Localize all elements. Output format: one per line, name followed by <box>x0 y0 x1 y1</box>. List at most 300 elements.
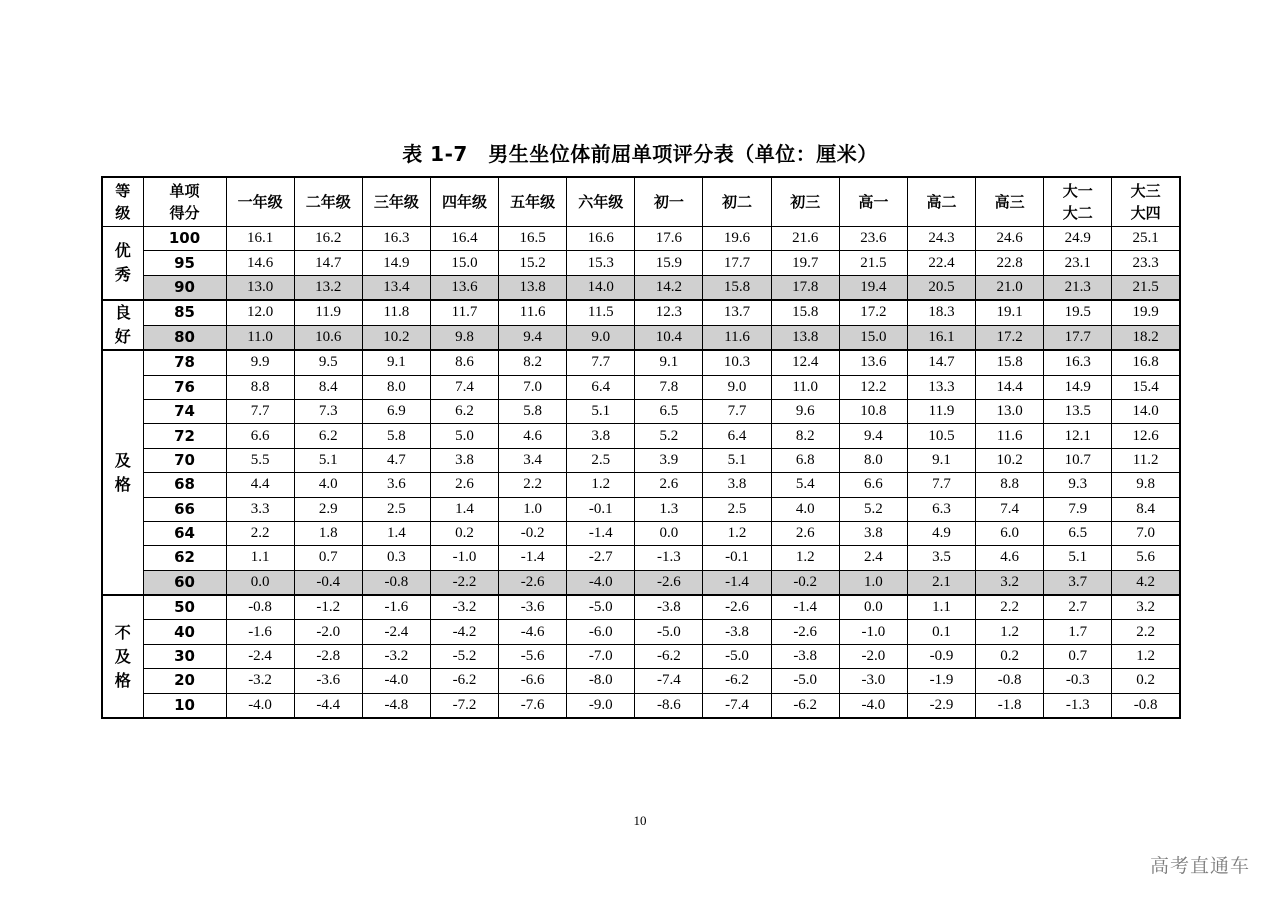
value-cell: 5.5 <box>226 448 294 472</box>
value-cell: 15.9 <box>635 251 703 275</box>
value-cell: 10.6 <box>294 325 362 350</box>
value-cell: 16.6 <box>567 227 635 251</box>
header-column: 高三 <box>976 177 1044 227</box>
value-cell: -3.2 <box>430 595 498 620</box>
value-cell: 7.4 <box>976 497 1044 521</box>
value-cell: 1.2 <box>976 620 1044 644</box>
value-cell: 2.2 <box>499 473 567 497</box>
table-body <box>102 227 1180 719</box>
value-cell: 3.8 <box>703 473 771 497</box>
value-cell: 4.2 <box>1112 570 1180 595</box>
value-cell: 10.8 <box>839 399 907 423</box>
score-cell: 78 <box>143 350 226 375</box>
value-cell: 6.4 <box>567 375 635 399</box>
table-row <box>102 497 1180 521</box>
value-cell: 1.0 <box>499 497 567 521</box>
value-cell: -2.4 <box>362 620 430 644</box>
value-cell: -3.6 <box>499 595 567 620</box>
value-cell: 15.2 <box>499 251 567 275</box>
value-cell: 23.3 <box>1112 251 1180 275</box>
value-cell: -4.0 <box>567 570 635 595</box>
value-cell: 7.8 <box>635 375 703 399</box>
value-cell: -2.6 <box>635 570 703 595</box>
table-row <box>102 669 1180 693</box>
value-cell: 6.5 <box>635 399 703 423</box>
table-row <box>102 521 1180 545</box>
value-cell: 3.4 <box>499 448 567 472</box>
value-cell: 19.7 <box>771 251 839 275</box>
value-cell: 3.8 <box>430 448 498 472</box>
value-cell: 1.0 <box>839 570 907 595</box>
score-cell: 95 <box>143 251 226 275</box>
score-cell: 76 <box>143 375 226 399</box>
value-cell: 17.6 <box>635 227 703 251</box>
value-cell: 11.6 <box>499 300 567 325</box>
value-cell: 1.4 <box>362 521 430 545</box>
value-cell: 6.3 <box>907 497 975 521</box>
value-cell: 11.8 <box>362 300 430 325</box>
value-cell: -9.0 <box>567 693 635 718</box>
value-cell: -7.4 <box>703 693 771 718</box>
value-cell: 2.1 <box>907 570 975 595</box>
value-cell: 7.7 <box>703 399 771 423</box>
value-cell: 16.3 <box>362 227 430 251</box>
value-cell: 4.9 <box>907 521 975 545</box>
value-cell: -1.8 <box>976 693 1044 718</box>
table-row <box>102 399 1180 423</box>
value-cell: 9.8 <box>1112 473 1180 497</box>
value-cell: -2.6 <box>703 595 771 620</box>
watermark: 高考直通车 <box>1149 855 1250 877</box>
value-cell: 4.6 <box>499 424 567 448</box>
value-cell: 13.3 <box>907 375 975 399</box>
value-cell: 13.6 <box>430 275 498 300</box>
value-cell: 8.0 <box>362 375 430 399</box>
value-cell: -5.0 <box>635 620 703 644</box>
value-cell: 4.0 <box>294 473 362 497</box>
value-cell: 1.1 <box>907 595 975 620</box>
value-cell: 1.2 <box>771 546 839 570</box>
value-cell: 13.8 <box>499 275 567 300</box>
value-cell: 9.0 <box>567 325 635 350</box>
value-cell: -2.0 <box>839 644 907 668</box>
score-cell: 10 <box>143 693 226 718</box>
value-cell: 7.7 <box>567 350 635 375</box>
value-cell: -2.2 <box>430 570 498 595</box>
value-cell: 16.4 <box>430 227 498 251</box>
value-cell: 2.6 <box>771 521 839 545</box>
value-cell: 5.8 <box>499 399 567 423</box>
value-cell: -4.0 <box>362 669 430 693</box>
value-cell: 15.4 <box>1112 375 1180 399</box>
value-cell: 9.5 <box>294 350 362 375</box>
grade-cell: 及格 <box>102 350 143 595</box>
score-cell: 40 <box>143 620 226 644</box>
value-cell: 2.7 <box>1044 595 1112 620</box>
value-cell: -2.9 <box>907 693 975 718</box>
value-cell: -1.3 <box>635 546 703 570</box>
grade-cell: 良好 <box>102 300 143 350</box>
value-cell: 0.2 <box>430 521 498 545</box>
value-cell: -3.2 <box>226 669 294 693</box>
value-cell: 8.4 <box>294 375 362 399</box>
value-cell: -1.4 <box>703 570 771 595</box>
value-cell: 11.7 <box>430 300 498 325</box>
value-cell: -4.4 <box>294 693 362 718</box>
table-row <box>102 448 1180 472</box>
value-cell: 3.2 <box>976 570 1044 595</box>
value-cell: 4.0 <box>771 497 839 521</box>
value-cell: 0.0 <box>226 570 294 595</box>
value-cell: 11.6 <box>976 424 1044 448</box>
value-cell: 2.5 <box>362 497 430 521</box>
value-cell: 5.6 <box>1112 546 1180 570</box>
value-cell: -3.8 <box>635 595 703 620</box>
table-row <box>102 644 1180 668</box>
value-cell: 21.0 <box>976 275 1044 300</box>
value-cell: 15.3 <box>567 251 635 275</box>
value-cell: 16.2 <box>294 227 362 251</box>
value-cell: 5.1 <box>567 399 635 423</box>
value-cell: 8.4 <box>1112 497 1180 521</box>
value-cell: 13.8 <box>771 325 839 350</box>
header-column: 二年级 <box>294 177 362 227</box>
table-row <box>102 570 1180 595</box>
value-cell: 22.8 <box>976 251 1044 275</box>
value-cell: 5.8 <box>362 424 430 448</box>
score-cell: 80 <box>143 325 226 350</box>
value-cell: 6.5 <box>1044 521 1112 545</box>
value-cell: -5.6 <box>499 644 567 668</box>
value-cell: 11.9 <box>907 399 975 423</box>
value-cell: 7.7 <box>907 473 975 497</box>
value-cell: 1.4 <box>430 497 498 521</box>
value-cell: 14.7 <box>294 251 362 275</box>
header-column: 六年级 <box>567 177 635 227</box>
value-cell: 12.4 <box>771 350 839 375</box>
score-cell: 85 <box>143 300 226 325</box>
value-cell: 14.0 <box>1112 399 1180 423</box>
value-cell: -0.4 <box>294 570 362 595</box>
value-cell: 9.1 <box>362 350 430 375</box>
value-cell: 14.9 <box>362 251 430 275</box>
value-cell: 3.3 <box>226 497 294 521</box>
value-cell: -0.8 <box>362 570 430 595</box>
header-column: 三年级 <box>362 177 430 227</box>
score-cell: 66 <box>143 497 226 521</box>
value-cell: -4.0 <box>839 693 907 718</box>
header-column: 五年级 <box>499 177 567 227</box>
value-cell: 7.0 <box>1112 521 1180 545</box>
value-cell: 19.6 <box>703 227 771 251</box>
value-cell: -1.2 <box>294 595 362 620</box>
header-column: 高一 <box>839 177 907 227</box>
score-cell: 90 <box>143 275 226 300</box>
value-cell: 6.2 <box>294 424 362 448</box>
value-cell: -1.6 <box>226 620 294 644</box>
value-cell: 9.9 <box>226 350 294 375</box>
value-cell: 10.3 <box>703 350 771 375</box>
value-cell: 21.6 <box>771 227 839 251</box>
value-cell: -6.2 <box>703 669 771 693</box>
value-cell: 10.2 <box>362 325 430 350</box>
table-row <box>102 300 1180 325</box>
value-cell: 2.2 <box>976 595 1044 620</box>
table-row <box>102 473 1180 497</box>
table-row <box>102 375 1180 399</box>
value-cell: -7.6 <box>499 693 567 718</box>
value-cell: 8.0 <box>839 448 907 472</box>
value-cell: 7.7 <box>226 399 294 423</box>
value-cell: 3.9 <box>635 448 703 472</box>
value-cell: 24.6 <box>976 227 1044 251</box>
value-cell: 5.1 <box>294 448 362 472</box>
value-cell: 2.6 <box>430 473 498 497</box>
value-cell: 17.2 <box>839 300 907 325</box>
value-cell: 9.1 <box>635 350 703 375</box>
table-row <box>102 275 1180 300</box>
value-cell: 6.2 <box>430 399 498 423</box>
score-cell: 20 <box>143 669 226 693</box>
value-cell: 8.2 <box>499 350 567 375</box>
value-cell: 15.8 <box>771 300 839 325</box>
header-column: 四年级 <box>430 177 498 227</box>
value-cell: -4.6 <box>499 620 567 644</box>
value-cell: 1.8 <box>294 521 362 545</box>
table-row <box>102 693 1180 718</box>
value-cell: 21.3 <box>1044 275 1112 300</box>
value-cell: 17.2 <box>976 325 1044 350</box>
value-cell: 9.1 <box>907 448 975 472</box>
value-cell: 0.7 <box>1044 644 1112 668</box>
value-cell: -6.2 <box>430 669 498 693</box>
value-cell: 1.3 <box>635 497 703 521</box>
value-cell: 2.5 <box>567 448 635 472</box>
value-cell: 8.2 <box>771 424 839 448</box>
header-column: 初三 <box>771 177 839 227</box>
value-cell: 16.5 <box>499 227 567 251</box>
header-row <box>102 177 1180 227</box>
score-cell: 60 <box>143 570 226 595</box>
value-cell: 0.7 <box>294 546 362 570</box>
value-cell: 14.7 <box>907 350 975 375</box>
score-cell: 100 <box>143 227 226 251</box>
value-cell: 19.4 <box>839 275 907 300</box>
value-cell: 0.3 <box>362 546 430 570</box>
value-cell: 6.8 <box>771 448 839 472</box>
value-cell: -0.8 <box>976 669 1044 693</box>
value-cell: -8.6 <box>635 693 703 718</box>
value-cell: -1.4 <box>567 521 635 545</box>
value-cell: 0.2 <box>1112 669 1180 693</box>
grade-cell: 优秀 <box>102 227 143 301</box>
value-cell: 5.1 <box>1044 546 1112 570</box>
value-cell: -0.2 <box>771 570 839 595</box>
score-cell: 74 <box>143 399 226 423</box>
value-cell: 7.3 <box>294 399 362 423</box>
value-cell: 25.1 <box>1112 227 1180 251</box>
value-cell: -1.6 <box>362 595 430 620</box>
value-cell: 10.2 <box>976 448 1044 472</box>
value-cell: 15.0 <box>430 251 498 275</box>
value-cell: 24.9 <box>1044 227 1112 251</box>
value-cell: 18.3 <box>907 300 975 325</box>
value-cell: 15.8 <box>703 275 771 300</box>
value-cell: -2.4 <box>226 644 294 668</box>
value-cell: 3.8 <box>839 521 907 545</box>
value-cell: 0.1 <box>907 620 975 644</box>
value-cell: -1.4 <box>499 546 567 570</box>
value-cell: 15.0 <box>839 325 907 350</box>
value-cell: -0.1 <box>567 497 635 521</box>
value-cell: 12.1 <box>1044 424 1112 448</box>
value-cell: 9.4 <box>499 325 567 350</box>
value-cell: 3.5 <box>907 546 975 570</box>
value-cell: 1.2 <box>567 473 635 497</box>
value-cell: -3.8 <box>703 620 771 644</box>
score-cell: 68 <box>143 473 226 497</box>
value-cell: 3.8 <box>567 424 635 448</box>
value-cell: 7.0 <box>499 375 567 399</box>
table-row <box>102 251 1180 275</box>
value-cell: 13.7 <box>703 300 771 325</box>
value-cell: 16.3 <box>1044 350 1112 375</box>
value-cell: 18.2 <box>1112 325 1180 350</box>
value-cell: -5.0 <box>703 644 771 668</box>
value-cell: 14.2 <box>635 275 703 300</box>
value-cell: 2.2 <box>226 521 294 545</box>
header-column: 一年级 <box>226 177 294 227</box>
value-cell: 5.2 <box>839 497 907 521</box>
header-score: 单项得分 <box>143 177 226 227</box>
value-cell: 19.9 <box>1112 300 1180 325</box>
value-cell: 10.7 <box>1044 448 1112 472</box>
value-cell: -0.3 <box>1044 669 1112 693</box>
value-cell: 6.9 <box>362 399 430 423</box>
value-cell: 2.2 <box>1112 620 1180 644</box>
value-cell: 9.4 <box>839 424 907 448</box>
value-cell: 5.4 <box>771 473 839 497</box>
score-cell: 62 <box>143 546 226 570</box>
value-cell: 9.0 <box>703 375 771 399</box>
table-row <box>102 595 1180 620</box>
value-cell: 11.0 <box>226 325 294 350</box>
value-cell: 6.0 <box>976 521 1044 545</box>
value-cell: 5.1 <box>703 448 771 472</box>
value-cell: -1.4 <box>771 595 839 620</box>
value-cell: -0.8 <box>226 595 294 620</box>
value-cell: -2.0 <box>294 620 362 644</box>
value-cell: 13.0 <box>976 399 1044 423</box>
value-cell: 3.2 <box>1112 595 1180 620</box>
value-cell: 17.7 <box>703 251 771 275</box>
value-cell: 19.1 <box>976 300 1044 325</box>
table-title: 表 1-7 男生坐位体前屈单项评分表（单位：厘米） <box>402 142 878 166</box>
value-cell: -6.2 <box>771 693 839 718</box>
value-cell: 13.0 <box>226 275 294 300</box>
value-cell: 5.2 <box>635 424 703 448</box>
value-cell: 11.9 <box>294 300 362 325</box>
score-cell: 50 <box>143 595 226 620</box>
value-cell: 20.5 <box>907 275 975 300</box>
value-cell: 12.0 <box>226 300 294 325</box>
value-cell: 17.7 <box>1044 325 1112 350</box>
value-cell: -5.2 <box>430 644 498 668</box>
value-cell: -6.6 <box>499 669 567 693</box>
value-cell: -3.0 <box>839 669 907 693</box>
value-cell: 15.8 <box>976 350 1044 375</box>
value-cell: 1.2 <box>703 521 771 545</box>
value-cell: 0.0 <box>635 521 703 545</box>
value-cell: 13.5 <box>1044 399 1112 423</box>
value-cell: -0.9 <box>907 644 975 668</box>
value-cell: -0.1 <box>703 546 771 570</box>
value-cell: 9.6 <box>771 399 839 423</box>
value-cell: 16.8 <box>1112 350 1180 375</box>
value-cell: -5.0 <box>567 595 635 620</box>
header-grade: 等级 <box>102 177 143 227</box>
value-cell: -2.6 <box>499 570 567 595</box>
value-cell: -7.0 <box>567 644 635 668</box>
value-cell: 9.3 <box>1044 473 1112 497</box>
score-table <box>101 176 1181 719</box>
value-cell: -3.8 <box>771 644 839 668</box>
value-cell: 14.0 <box>567 275 635 300</box>
value-cell: -7.4 <box>635 669 703 693</box>
value-cell: 13.6 <box>839 350 907 375</box>
value-cell: 14.9 <box>1044 375 1112 399</box>
value-cell: 10.4 <box>635 325 703 350</box>
header-column: 初一 <box>635 177 703 227</box>
value-cell: 12.6 <box>1112 424 1180 448</box>
grade-cell: 不及格 <box>102 595 143 718</box>
value-cell: -6.2 <box>635 644 703 668</box>
value-cell: 12.2 <box>839 375 907 399</box>
value-cell: 4.6 <box>976 546 1044 570</box>
value-cell: 3.7 <box>1044 570 1112 595</box>
table-row <box>102 350 1180 375</box>
value-cell: 8.6 <box>430 350 498 375</box>
value-cell: 17.8 <box>771 275 839 300</box>
score-cell: 70 <box>143 448 226 472</box>
value-cell: 4.4 <box>226 473 294 497</box>
value-cell: 0.0 <box>839 595 907 620</box>
value-cell: -2.7 <box>567 546 635 570</box>
value-cell: 2.4 <box>839 546 907 570</box>
score-cell: 30 <box>143 644 226 668</box>
value-cell: 5.0 <box>430 424 498 448</box>
value-cell: 2.9 <box>294 497 362 521</box>
value-cell: -4.8 <box>362 693 430 718</box>
value-cell: 10.5 <box>907 424 975 448</box>
table-row <box>102 620 1180 644</box>
value-cell: 7.9 <box>1044 497 1112 521</box>
value-cell: -0.8 <box>1112 693 1180 718</box>
table-row <box>102 546 1180 570</box>
header-column: 大三大四 <box>1112 177 1180 227</box>
value-cell: -5.0 <box>771 669 839 693</box>
value-cell: 9.8 <box>430 325 498 350</box>
value-cell: -6.0 <box>567 620 635 644</box>
table-row <box>102 424 1180 448</box>
value-cell: 21.5 <box>839 251 907 275</box>
value-cell: 16.1 <box>226 227 294 251</box>
value-cell: 14.6 <box>226 251 294 275</box>
value-cell: 11.6 <box>703 325 771 350</box>
score-cell: 72 <box>143 424 226 448</box>
value-cell: 7.4 <box>430 375 498 399</box>
value-cell: 14.4 <box>976 375 1044 399</box>
